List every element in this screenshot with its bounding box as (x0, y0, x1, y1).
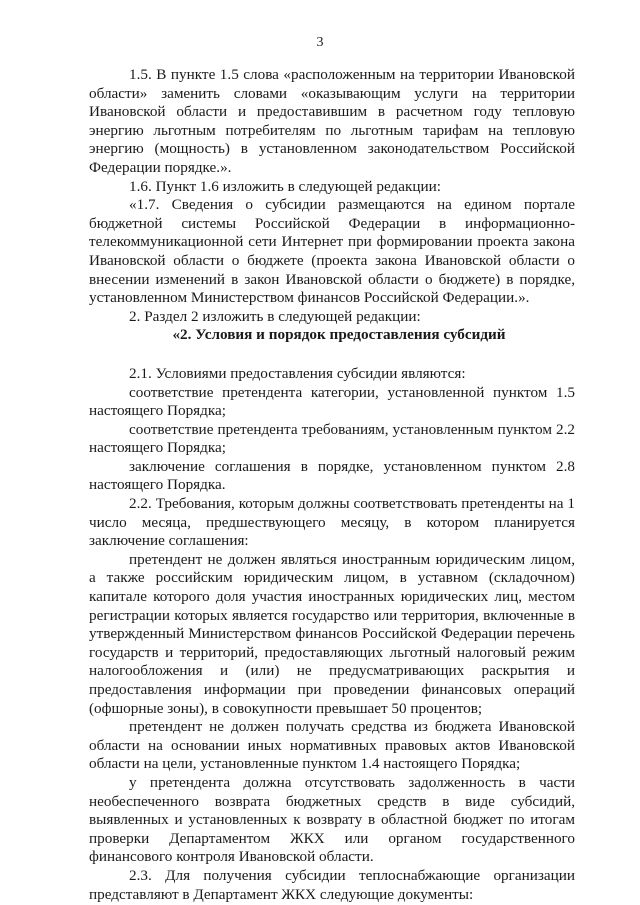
paragraph-2-3: 2.3. Для получения субсидии теплоснабжающие организации представляют в Департамент ЖКХ следующие документы: (89, 866, 575, 903)
page-number: 3 (316, 35, 324, 50)
list-item: заключение соглашения в порядке, установленном пунктом 2.8 настоящего Порядка. (89, 457, 575, 494)
list-item: соответствие претендента категории, установленной пунктом 1.5 настоящего Порядка; (89, 383, 575, 420)
paragraph-1-6: 1.6. Пункт 1.6 изложить в следующей редакции: (129, 177, 442, 195)
section-heading: «2. Условия и порядок предоставления субсидий (172, 326, 506, 344)
paragraph-section-2-intro: 2. Раздел 2 изложить в следующей редакции: (129, 307, 421, 325)
paragraph-1-7: «1.7. Сведения о субсидии размещаются на едином портале бюджетной системы Российской Федерации в информационно-телекоммуникационной сети Интернет при формировании проекта закона Ивановской области о бюджете (проекта закона Ивановской области о внесении изменений в закон Ивановской области о бюджете) в порядке, установленном Министерством финансов Российской Федерации.». (89, 196, 575, 307)
paragraph-2-2: 2.2. Требования, которым должны соответствовать претенденты на 1 число месяца, предшествующего месяцу, в котором планируется заключение соглашения: (89, 495, 575, 550)
spacer (89, 345, 575, 365)
paragraph-1-5: 1.5. В пункте 1.5 слова «расположенным на территории Ивановской области» заменить словами «оказывающим услуги на территории Ивановской области и предоставившим в расчетном году тепловую энергию льготным потребителям по льготным тарифам на тепловую энергию (мощность) в установленном законодательством Российской Федерации порядке.». (89, 66, 575, 176)
document-body (89, 66, 575, 904)
paragraph-2-1: 2.1. Условиями предоставления субсидии являются: (129, 364, 466, 382)
list-item: соответствие претендента требованиям, установленным пунктом 2.2 настоящего Порядка; (89, 420, 575, 457)
list-item: претендент не должен являться иностранным юридическим лицом, а также российским юридическим лицом, в уставном (складочном) капитале которого доля участия иностранных юридических лиц, местом регистрации которых является государство или территория, включенные в утвержденный Министерством финансов Российской Федерации перечень государств и территорий, предоставляющих льготный налоговый режим налогообложения и (или) не предусматривающих раскрытия и предоставления информации при проведении финансовых операций (офшорные зоны), в совокупности превышает 50 процентов; (89, 550, 575, 717)
list-item: претендент не должен получать средства из бюджета Ивановской области на основании иных нормативных правовых актов Ивановской области на цели, установленные пунктом 1.4 настоящего Порядка; (89, 718, 575, 773)
list-item: у претендента должна отсутствовать задолженность в части необеспеченного возврата бюджетных средств в виде субсидий, выявленных и установленных к возврату в областной бюджет по итогам проверки Департаментом ЖКХ или органом государственного финансового контроля Ивановской области. (89, 773, 575, 866)
